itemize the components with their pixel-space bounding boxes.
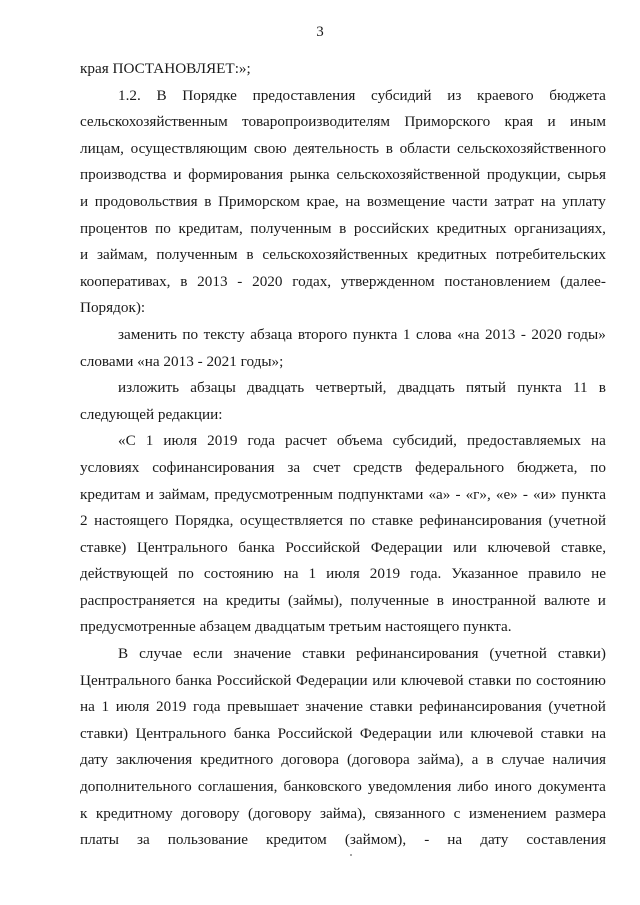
- word: объема: [336, 432, 383, 450]
- word: ставки): [557, 645, 606, 663]
- word: -: [522, 485, 528, 503]
- text-line: [80, 136, 606, 163]
- word: товаропроизводителям: [242, 113, 391, 131]
- word: либо: [457, 778, 489, 796]
- word: банка: [233, 724, 271, 742]
- word: на: [80, 698, 95, 716]
- text-line-content: [118, 322, 606, 349]
- text-line-content: [80, 482, 606, 509]
- text-line-content: [80, 801, 606, 828]
- word: связанного: [374, 804, 446, 822]
- word: «на: [457, 325, 480, 343]
- word: средств: [353, 458, 403, 476]
- word: года.: [410, 565, 442, 583]
- word: производства: [80, 166, 167, 184]
- text-line: [80, 801, 606, 828]
- word: июля: [326, 565, 360, 583]
- word: иным: [569, 113, 606, 131]
- word: абзацы: [190, 379, 236, 397]
- word: наличия: [552, 751, 606, 769]
- word: сельскохозяйственным: [80, 113, 228, 131]
- word: в: [339, 219, 347, 237]
- word: софинансирования: [152, 458, 275, 476]
- word: -: [520, 325, 526, 343]
- text-line-content: [80, 109, 606, 136]
- word: пункта: [517, 379, 562, 397]
- text-line-content: [80, 455, 606, 482]
- word: или: [439, 724, 463, 742]
- text-line-content: [80, 668, 606, 695]
- word: 1: [145, 432, 154, 450]
- document-body: [80, 56, 606, 854]
- text-line-content: [80, 189, 606, 216]
- word: края: [504, 113, 534, 131]
- word: рефинансирования: [419, 512, 542, 530]
- text-line-content: [80, 162, 606, 189]
- text-line-content: [80, 827, 606, 854]
- word: настоящего: [94, 512, 169, 530]
- word: формирования: [188, 166, 283, 184]
- word: ставки): [80, 724, 129, 742]
- word: осуществляется: [239, 512, 343, 530]
- word: правило: [528, 565, 582, 583]
- word: Приморском: [218, 192, 300, 210]
- text-line-content: [118, 428, 606, 455]
- word: сырья: [567, 166, 606, 184]
- word: 1: [402, 325, 411, 343]
- text-line-content: [80, 269, 606, 296]
- word: ставки: [302, 645, 346, 663]
- word: Центрального: [136, 538, 228, 556]
- word: в: [385, 139, 393, 157]
- word: с: [453, 804, 461, 822]
- word: из: [447, 86, 462, 104]
- text-line: [80, 747, 606, 774]
- word: пункта: [352, 325, 398, 343]
- word: ставке,: [560, 538, 606, 556]
- text-line-content: края ПОСТАНОВЛЯЕТ:»;: [80, 60, 251, 77]
- word: -: [237, 272, 243, 290]
- word: продукции,: [486, 166, 561, 184]
- word: предоставляемых: [467, 432, 581, 450]
- word: процентов: [80, 219, 148, 237]
- word: полученным: [250, 219, 332, 237]
- word: в: [246, 246, 254, 264]
- word: июля: [163, 432, 198, 450]
- text-line-content: [118, 375, 606, 402]
- word: 2: [80, 512, 88, 530]
- text-line: [80, 668, 606, 695]
- word: уведомления: [367, 778, 452, 796]
- word: на: [591, 432, 606, 450]
- word: Российской: [277, 724, 353, 742]
- word: 1: [308, 565, 317, 583]
- word: состоянию: [536, 671, 606, 689]
- word: счет: [312, 458, 341, 476]
- word: случае: [501, 751, 545, 769]
- word: на: [447, 831, 463, 849]
- page-number: 3: [316, 24, 324, 40]
- word: кредитного: [200, 751, 274, 769]
- word: займам,: [96, 246, 148, 264]
- word: на: [283, 565, 299, 583]
- word: заключения: [116, 751, 193, 769]
- word: займа),: [417, 751, 464, 769]
- word: годы»: [567, 325, 606, 343]
- word: и: [145, 485, 154, 503]
- word: в: [180, 272, 188, 290]
- word: платы: [80, 831, 119, 849]
- text-line-content: [118, 83, 606, 110]
- word: или: [453, 538, 477, 556]
- word: дату: [80, 751, 109, 769]
- word: договора: [281, 751, 339, 769]
- word: в: [598, 379, 606, 397]
- text-line: [80, 295, 606, 322]
- word: В: [118, 645, 129, 663]
- word: изложить: [118, 379, 180, 397]
- word: бюджета,: [516, 458, 578, 476]
- text-line: [80, 482, 606, 509]
- word: полученным: [156, 246, 238, 264]
- word: значение: [305, 698, 364, 716]
- word: превышает: [227, 698, 299, 716]
- word: сельскохозяйственной: [336, 166, 481, 184]
- word: ключевой: [487, 538, 551, 556]
- word: «а»: [428, 485, 451, 503]
- word: российских: [353, 219, 430, 237]
- word: 2019: [156, 698, 187, 716]
- text-line-content: [118, 641, 606, 668]
- word: деятельность: [293, 139, 380, 157]
- word: утвержденном: [340, 272, 435, 290]
- text-line: [80, 83, 606, 110]
- word: возмещение: [366, 192, 446, 210]
- word: рынка: [289, 166, 330, 184]
- word: «г»,: [465, 485, 491, 503]
- word: действующей: [80, 565, 169, 583]
- text-line-content: предусмотренные абзацем двадцатым третьим настоящего пункта.: [80, 618, 512, 636]
- word: соглашения,: [197, 778, 278, 796]
- word: 1.2.: [118, 86, 141, 104]
- text-line: [80, 269, 606, 296]
- word: субсидий,: [392, 432, 457, 450]
- word: ставке: [371, 512, 413, 530]
- word: и: [80, 246, 89, 264]
- text-line-content: словами «на 2013 - 2021 годы»;: [80, 352, 284, 370]
- word: к: [80, 804, 88, 822]
- word: (договора: [346, 751, 410, 769]
- word: В: [156, 86, 167, 104]
- word: и: [547, 113, 556, 131]
- word: Федерации: [359, 724, 432, 742]
- word: Указанное: [451, 565, 519, 583]
- word: размера: [555, 804, 606, 822]
- word: кредитному: [95, 804, 173, 822]
- word: июля: [115, 698, 150, 716]
- word: по: [349, 512, 366, 530]
- word: пятый: [465, 379, 507, 397]
- text-line-content: [80, 561, 606, 588]
- word: части: [451, 192, 488, 210]
- word: состоянию: [203, 565, 274, 583]
- word: случае: [139, 645, 183, 663]
- text-line: [80, 561, 606, 588]
- word: ставки: [369, 698, 413, 716]
- word: кредитом: [266, 831, 327, 849]
- word: по: [515, 671, 532, 689]
- text-line: [80, 641, 606, 668]
- word: банка: [238, 538, 275, 556]
- text-line-content: Порядок):: [80, 299, 146, 317]
- text-line-content: [80, 588, 606, 615]
- word: за: [136, 831, 150, 849]
- word: договору: [181, 804, 240, 822]
- word: продовольствия: [94, 192, 198, 210]
- word: по: [182, 325, 199, 343]
- word: займам,: [158, 485, 210, 503]
- word: значение: [233, 645, 292, 663]
- word: расчет: [285, 432, 327, 450]
- word: Российской: [285, 538, 361, 556]
- text-line: [80, 508, 606, 535]
- word: иностранной: [451, 591, 536, 609]
- text-line: [80, 614, 606, 641]
- word: 2013: [485, 325, 516, 343]
- word: года: [193, 698, 221, 716]
- word: Центрального: [135, 724, 227, 742]
- text-line-content: [80, 694, 606, 721]
- word: на: [203, 591, 218, 609]
- word: (займом),: [344, 831, 407, 849]
- word: 1: [101, 698, 110, 716]
- word: предоставления: [252, 86, 356, 104]
- word: организациях,: [514, 219, 606, 237]
- word: сельскохозяйственных: [262, 246, 409, 264]
- word: по: [590, 458, 606, 476]
- word: займа),: [319, 804, 366, 822]
- text-line: [80, 56, 606, 83]
- text-line: [80, 774, 606, 801]
- word: лицам,: [80, 139, 124, 157]
- word: 2020: [252, 272, 283, 290]
- word: года: [247, 432, 275, 450]
- word: предусмотренным: [214, 485, 333, 503]
- word: краевого: [477, 86, 534, 104]
- word: двадцать: [397, 379, 455, 397]
- word: по: [178, 565, 194, 583]
- word: затрат: [494, 192, 535, 210]
- word: пользование: [167, 831, 248, 849]
- word: крае,: [306, 192, 339, 210]
- word: дополнительного: [80, 778, 192, 796]
- word: кооперативах,: [80, 272, 171, 290]
- text-line: [80, 428, 606, 455]
- text-line: [80, 322, 606, 349]
- word: Федерации: [370, 538, 443, 556]
- word: банка: [175, 671, 212, 689]
- word: изменением: [468, 804, 547, 822]
- word: иного: [494, 778, 532, 796]
- text-line: [80, 694, 606, 721]
- word: (далее-: [560, 272, 606, 290]
- text-line: [80, 375, 606, 402]
- word: за: [287, 458, 301, 476]
- word: свою: [253, 139, 287, 157]
- word: 2019: [207, 432, 238, 450]
- word: абзаца: [250, 325, 293, 343]
- word: субсидий: [371, 86, 432, 104]
- word: Порядке: [182, 86, 237, 104]
- text-line: [80, 588, 606, 615]
- word: сельскохозяйственного: [457, 139, 606, 157]
- text-line-content: [80, 508, 606, 535]
- word: распространяется: [80, 591, 196, 609]
- word: Порядка,: [174, 512, 234, 530]
- text-line-content: [80, 535, 606, 562]
- word: второго: [297, 325, 348, 343]
- word: уплату: [562, 192, 606, 210]
- word: 2020: [531, 325, 562, 343]
- word: кредитам: [80, 485, 141, 503]
- word: валюте: [543, 591, 590, 609]
- word: (учетной: [548, 512, 606, 530]
- word: годах,: [292, 272, 332, 290]
- text-line: [80, 721, 606, 748]
- word: двадцать: [247, 379, 305, 397]
- word: потребительских: [495, 246, 606, 264]
- word: на: [591, 724, 606, 742]
- word: и: [173, 166, 182, 184]
- word: на: [540, 192, 556, 210]
- word: ставки: [468, 671, 512, 689]
- word: постановлением: [444, 272, 551, 290]
- word: -: [424, 831, 430, 849]
- word: ставки: [540, 724, 584, 742]
- text-line: [80, 162, 606, 189]
- text-line: [80, 455, 606, 482]
- word: 11: [572, 379, 588, 397]
- text-line-content: [80, 721, 606, 748]
- word: в: [204, 192, 212, 210]
- text-line: [80, 349, 606, 376]
- word: «С: [118, 432, 136, 450]
- text-line: [80, 216, 606, 243]
- word: дату: [480, 831, 509, 849]
- word: полученные: [350, 591, 429, 609]
- word: рефинансирования: [419, 698, 542, 716]
- word: 2019: [369, 565, 401, 583]
- text-line-content: [80, 136, 606, 163]
- word: по: [155, 219, 171, 237]
- word: 2013: [197, 272, 228, 290]
- word: кредитам,: [178, 219, 243, 237]
- text-line-content: [80, 774, 606, 801]
- word: или: [372, 671, 397, 689]
- text-line: [80, 109, 606, 136]
- word: Приморского: [404, 113, 491, 131]
- scan-artifact-dot: [350, 854, 352, 856]
- word: (учетной: [489, 645, 547, 663]
- text-line: [80, 242, 606, 269]
- word: подпунктами: [338, 485, 424, 503]
- word: (договору: [247, 804, 312, 822]
- word: не: [591, 565, 606, 583]
- word: четвертый,: [315, 379, 387, 397]
- word: и: [597, 591, 606, 609]
- word: а: [471, 751, 479, 769]
- text-line: [80, 827, 606, 854]
- word: в: [486, 751, 494, 769]
- text-line: [80, 535, 606, 562]
- word: на: [345, 192, 361, 210]
- word: бюджета: [549, 86, 606, 104]
- word: (займы),: [287, 591, 343, 609]
- word: заменить: [118, 325, 177, 343]
- word: условиях: [80, 458, 140, 476]
- word: области: [399, 139, 451, 157]
- word: Российской: [216, 671, 292, 689]
- word: составления: [526, 831, 606, 849]
- word: «и»: [532, 485, 557, 503]
- text-line-content: [80, 216, 606, 243]
- word: документа: [538, 778, 606, 796]
- word: рефинансирования: [356, 645, 479, 663]
- word: ставке): [80, 538, 127, 556]
- word: кредиты: [225, 591, 281, 609]
- text-line: [80, 402, 606, 429]
- word: федерального: [415, 458, 505, 476]
- word: осуществляющим: [130, 139, 248, 157]
- text-line: [80, 189, 606, 216]
- word: -: [455, 485, 461, 503]
- word: пункта: [561, 485, 606, 503]
- word: банковского: [283, 778, 362, 796]
- word: Федерации: [295, 671, 368, 689]
- word: и: [80, 192, 89, 210]
- word: кредитных: [436, 219, 507, 237]
- word: кредитных: [416, 246, 487, 264]
- text-line-content: следующей редакции:: [80, 405, 223, 423]
- word: ключевой: [400, 671, 464, 689]
- word: в: [436, 591, 444, 609]
- word: слова: [415, 325, 452, 343]
- word: тексту: [203, 325, 245, 343]
- word: если: [193, 645, 223, 663]
- word: ключевой: [470, 724, 534, 742]
- text-line-content: [80, 242, 606, 269]
- word: (учетной: [548, 698, 606, 716]
- word: Центрального: [80, 671, 171, 689]
- text-line-content: [80, 747, 606, 774]
- word: «е»: [495, 485, 518, 503]
